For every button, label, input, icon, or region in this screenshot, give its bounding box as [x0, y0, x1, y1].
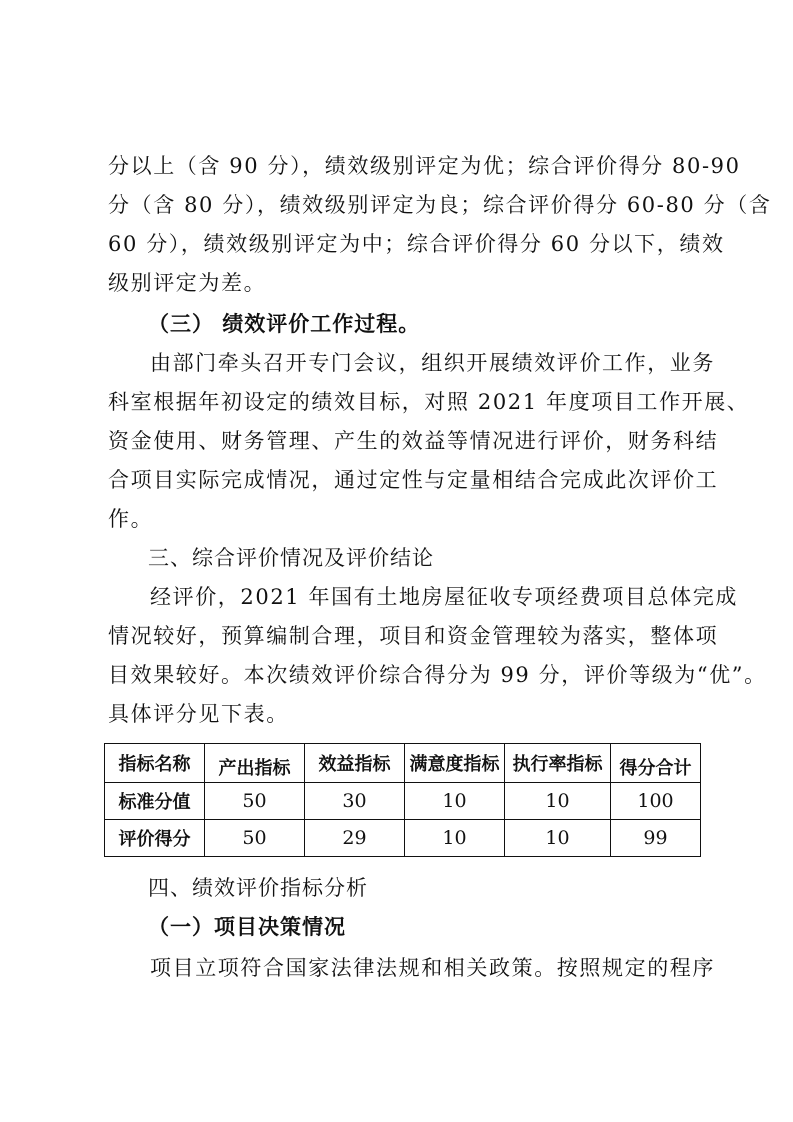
table-header-cell: 得分合计	[611, 744, 701, 783]
paragraph-line: 项目立项符合国家法律法规和相关政策。按照规定的程序	[150, 956, 715, 980]
paragraph-line: 资金使用、财务管理、产生的效益等情况进行评价，财务科结	[108, 429, 719, 453]
table-header-cell: 产出指标	[205, 744, 305, 783]
table-row-label: 标准分值	[105, 783, 205, 820]
table-header-cell: 指标名称	[105, 744, 205, 783]
table-cell: 30	[305, 783, 405, 820]
score-table	[104, 743, 701, 857]
paragraph-line: 合项目实际完成情况，通过定性与定量相结合完成此次评价工	[108, 468, 719, 492]
table-cell: 100	[611, 783, 701, 820]
table-cell: 29	[305, 820, 405, 857]
table-cell: 10	[505, 820, 611, 857]
paragraph-line: 分（含 80 分），绩效级别评定为良；综合评价得分 60-80 分（含	[108, 193, 772, 217]
paragraph-line: 具体评分见下表。	[108, 702, 289, 726]
table-row	[105, 783, 701, 820]
table-row-label: 评价得分	[105, 820, 205, 857]
table-cell: 99	[611, 820, 701, 857]
paragraph-line: 由部门牵头召开专门会议，组织开展绩效评价工作，业务	[150, 351, 715, 375]
paragraph-line: 60 分），绩效级别评定为中；综合评价得分 60 分以下，绩效	[108, 232, 725, 256]
table-cell: 50	[205, 820, 305, 857]
table-row	[105, 820, 701, 857]
subsection-heading-decision: （一）项目决策情况	[148, 915, 346, 939]
table-cell: 50	[205, 783, 305, 820]
table-header-cell: 满意度指标	[405, 744, 505, 783]
section-heading-3: 三、综合评价情况及评价结论	[148, 546, 434, 570]
paragraph-line: 科室根据年初设定的绩效目标，对照 2021 年度项目工作开展、	[108, 390, 750, 414]
table-header-row	[105, 744, 701, 783]
paragraph-line: 作。	[108, 507, 154, 531]
paragraph-line: 级别评定为差。	[108, 271, 267, 295]
table-cell: 10	[405, 820, 505, 857]
table-cell: 10	[405, 783, 505, 820]
subsection-heading-process: （三） 绩效评价工作过程。	[148, 312, 421, 336]
paragraph-line: 分以上（含 90 分），绩效级别评定为优；综合评价得分 80-90	[108, 154, 741, 178]
paragraph-line: 情况较好，预算编制合理，项目和资金管理较为落实，整体项	[108, 624, 719, 648]
table-header-cell: 执行率指标	[505, 744, 611, 783]
table-cell: 10	[505, 783, 611, 820]
section-heading-4: 四、绩效评价指标分析	[148, 876, 368, 900]
paragraph-line: 经评价，2021 年国有土地房屋征收专项经费项目总体完成	[150, 585, 738, 609]
table-header-cell: 效益指标	[305, 744, 405, 783]
paragraph-line: 目效果较好。本次绩效评价综合得分为 99 分，评价等级为“优”。	[108, 663, 767, 687]
